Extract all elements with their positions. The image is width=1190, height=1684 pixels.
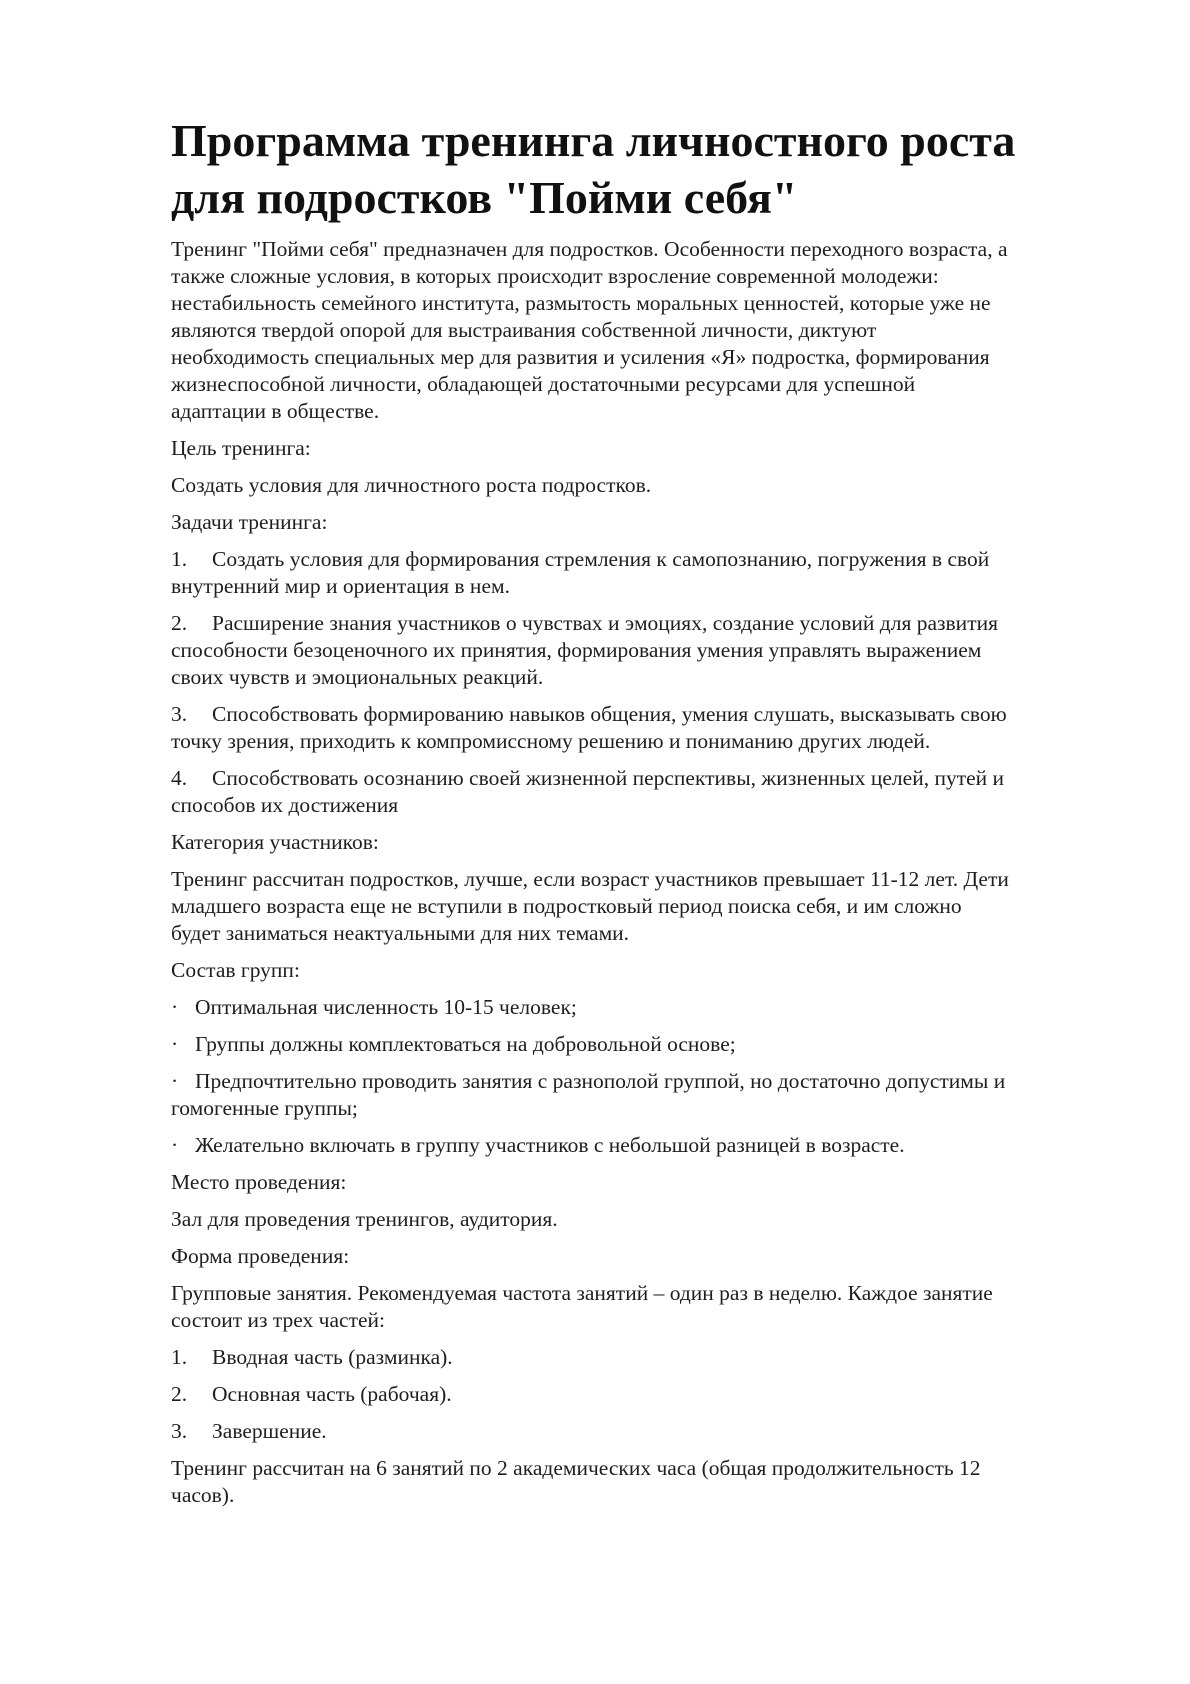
intro-line: адаптации в обществе. — [171, 399, 380, 423]
bullet-text: Группы должны комплектоваться на добровольной основе; — [195, 1032, 736, 1056]
venue-label: Место проведения: — [171, 1170, 347, 1194]
task-number: 3. — [171, 702, 188, 726]
task-item — [171, 765, 1121, 819]
session-part-item — [171, 1344, 1121, 1371]
intro-line: являются твердой опорой для выстраивания собственной личности, диктуют — [171, 318, 877, 342]
bullet-marker: · — [171, 1032, 179, 1056]
goal-label: Цель тренинга: — [171, 436, 311, 460]
groups-bullet-item — [171, 1031, 1121, 1058]
intro-line: жизнеспособной личности, обладающей достаточными ресурсами для успешной — [171, 372, 916, 396]
part-number: 1. — [171, 1345, 188, 1369]
part-number: 3. — [171, 1419, 188, 1443]
intro-line: Тренинг "Пойми себя" предназначен для подростков. Особенности переходного возраста, а — [171, 237, 1008, 261]
session-part-item — [171, 1418, 1121, 1445]
bullet-marker: · — [171, 995, 179, 1019]
venue-text: Зал для проведения тренингов, аудитория. — [171, 1207, 558, 1231]
task-text: Создать условия для формирования стремления к самопознанию, погружения в свой — [212, 547, 990, 571]
participants-line: Тренинг рассчитан подростков, лучше, если возраст участников превышает 11-12 лет. Дети — [171, 867, 1009, 891]
duration-line: часов). — [171, 1483, 235, 1507]
task-text: Способствовать осознанию своей жизненной перспективы, жизненных целей, путей и — [212, 766, 1005, 790]
part-text: Основная часть (рабочая). — [212, 1382, 452, 1406]
task-item — [171, 546, 1121, 600]
format-paragraph — [171, 1280, 1121, 1334]
task-item — [171, 701, 1121, 755]
task-text: Расширение знания участников о чувствах и эмоциях, создание условий для развития — [212, 611, 998, 635]
task-text-continued: точку зрения, приходить к компромиссному решению и пониманию других людей. — [171, 729, 931, 753]
participants-label: Категория участников: — [171, 830, 379, 854]
bullet-marker: · — [171, 1133, 179, 1157]
task-text: Способствовать формированию навыков общения, умения слушать, высказывать свою — [212, 702, 1007, 726]
bullet-text: Предпочтительно проводить занятия с разнополой группой, но достаточно допустимы и — [195, 1069, 1006, 1093]
task-text-continued: способов их достижения — [171, 793, 399, 817]
groups-bullet-item — [171, 1068, 1121, 1122]
intro-paragraph — [171, 236, 1121, 425]
intro-line: также сложные условия, в которых происходит взросление современной молодежи: — [171, 264, 939, 288]
task-number: 1. — [171, 547, 188, 571]
part-text: Вводная часть (разминка). — [212, 1345, 453, 1369]
task-text-continued: внутренний мир и ориентация в нем. — [171, 574, 510, 598]
duration-line: Тренинг рассчитан на 6 занятий по 2 академических часа (общая продолжительность 12 — [171, 1456, 981, 1480]
groups-bullet-item — [171, 1132, 1121, 1159]
participants-line: младшего возраста еще не вступили в подростковый период поиска себя, и им сложно — [171, 894, 962, 918]
groups-bullet-item — [171, 994, 1121, 1021]
document-title — [171, 112, 1121, 226]
participants-paragraph — [171, 866, 1121, 947]
document-page — [171, 112, 1121, 1519]
part-text: Завершение. — [212, 1419, 327, 1443]
session-part-item — [171, 1381, 1121, 1408]
bullet-text: Оптимальная численность 10-15 человек; — [195, 995, 577, 1019]
bullet-marker: · — [171, 1069, 179, 1093]
task-number: 4. — [171, 766, 188, 790]
tasks-label: Задачи тренинга: — [171, 510, 328, 534]
intro-line: нестабильность семейного института, размытость моральных ценностей, которые уже не — [171, 291, 991, 315]
groups-label: Состав групп: — [171, 958, 300, 982]
participants-line: будет заниматься неактуальными для них темами. — [171, 921, 630, 945]
task-text-continued: своих чувств и эмоциональных реакций. — [171, 665, 544, 689]
bullet-text-continued: гомогенные группы; — [171, 1096, 358, 1120]
title-line: Программа тренинга личностного роста — [171, 115, 1016, 166]
task-number: 2. — [171, 611, 188, 635]
task-text-continued: способности безоценочного их принятия, формирования умения управлять выражением — [171, 638, 982, 662]
intro-line: необходимость специальных мер для развития и усиления «Я» подростка, формирования — [171, 345, 990, 369]
goal-text: Создать условия для личностного роста подростков. — [171, 473, 652, 497]
duration-paragraph — [171, 1455, 1121, 1509]
title-line: для подростков "Пойми себя" — [171, 172, 798, 223]
format-label: Форма проведения: — [171, 1244, 350, 1268]
task-item — [171, 610, 1121, 691]
bullet-text: Желательно включать в группу участников с небольшой разницей в возрасте. — [195, 1133, 905, 1157]
format-line: Групповые занятия. Рекомендуемая частота занятий – один раз в неделю. Каждое занятие — [171, 1281, 993, 1305]
part-number: 2. — [171, 1382, 188, 1406]
format-line: состоит из трех частей: — [171, 1308, 385, 1332]
